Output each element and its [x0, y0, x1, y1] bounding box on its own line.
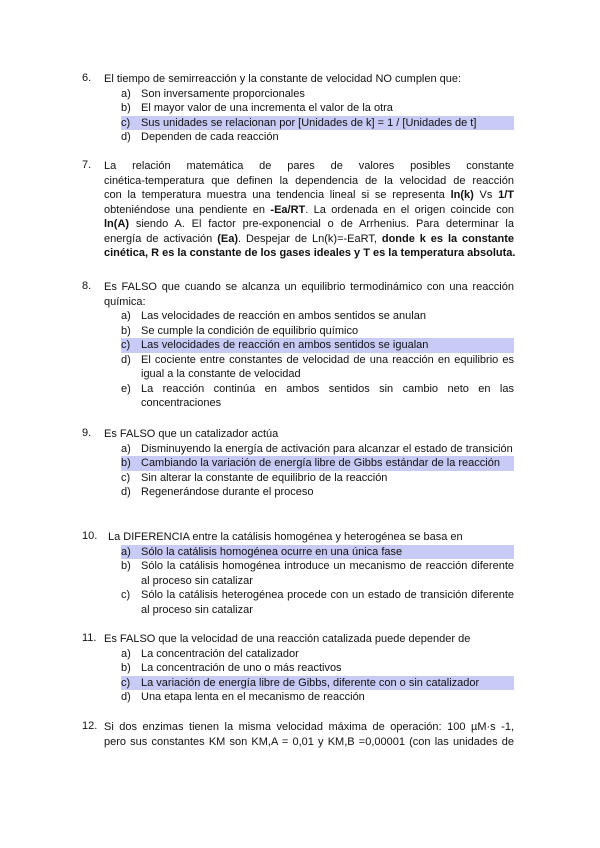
- question-stem-line: La relación matemática de pares de valores posibles constante: [104, 160, 514, 172]
- question-number: 12.: [82, 720, 98, 732]
- question-stem-line: ln(A) siendo A. El factor pre-exponencial o de Arrhenius. Para determinar la: [104, 218, 514, 230]
- question-stem-line: con la temperatura muestra una tendencia lineal si se representa ln(k) Vs 1/T: [104, 189, 515, 201]
- question-9: [82, 427, 514, 500]
- option-list: [121, 545, 514, 618]
- question-number: 11.: [82, 632, 97, 644]
- question-stem-line: Es FALSO que cuando se alcanza un equilibrio termodinámico con una reacción: [104, 281, 514, 293]
- option-a: a) Disminuyendo la energía de activación para alcanzar el estado de transición: [121, 442, 513, 455]
- option-c: c) Sólo la catálisis heterogénea procede con un estado de transición diferente al proceso sin catalizar: [121, 589, 514, 616]
- option-list: [121, 309, 514, 411]
- option-d: d) Regenerándose durante el proceso: [121, 486, 314, 498]
- question-number: 7.: [82, 159, 92, 171]
- option-b: b) Sólo la catálisis homogénea introduce un mecanismo de reacción diferente al proceso sin catalizar: [121, 560, 514, 587]
- question-stem-line: química:: [104, 295, 146, 308]
- question-stem: Es FALSO que un catalizador actúa: [104, 428, 279, 440]
- option-c: c) Sin alterar la constante de equilibrio de la reacción: [121, 471, 388, 484]
- option-c-highlighted: c) Las velocidades de reacción en ambos sentidos se igualan: [121, 338, 514, 353]
- question-number: 10.: [82, 530, 98, 542]
- question-11: [82, 632, 514, 705]
- question-number: 6.: [82, 72, 92, 84]
- option-b: b) Se cumple la condición de equilibrio químico: [121, 324, 359, 337]
- question-7: [82, 159, 516, 261]
- question-stem-line: cinética, R es la constante de los gases ideales y T es la temperatura absoluta.: [104, 247, 516, 259]
- question-6: [82, 72, 514, 145]
- option-a-highlighted: a) Sólo la catálisis homogénea ocurre en una única fase: [121, 545, 514, 560]
- question-stem-line: cinética-temperatura que definen la dependencia de la velocidad de reacción: [104, 174, 514, 187]
- question-number: 8.: [82, 280, 92, 292]
- option-list: [121, 87, 514, 145]
- option-list: [121, 442, 514, 500]
- question-10: [82, 530, 514, 617]
- option-e: e) La reacción continúa en ambos sentidos sin cambio neto en las concentraciones: [121, 382, 514, 409]
- option-a: a) Las velocidades de reacción en ambos sentidos se anulan: [121, 310, 426, 322]
- question-stem: Es FALSO que la velocidad de una reacción catalizada puede depender de: [104, 633, 471, 645]
- question-12: [82, 720, 514, 749]
- question-stem-line: Si dos enzimas tienen la misma velocidad máxima de operación: 100 µM·s -1,: [104, 721, 514, 733]
- option-d: d) Dependen de cada reacción: [121, 131, 279, 143]
- question-stem: La DIFERENCIA entre la catálisis homogénea y heterogénea se basa en: [108, 531, 463, 543]
- option-b-highlighted: b) Cambiando la variación de energía libre de Gibbs estándar de la reacción: [121, 456, 514, 471]
- option-d: d) El cociente entre constantes de velocidad de una reacción en equilibrio es igual a la constante de velocidad: [121, 353, 514, 380]
- option-d: d) Una etapa lenta en el mecanismo de reacción: [121, 691, 365, 703]
- option-b: b) El mayor valor de una incrementa el valor de la otra: [121, 102, 393, 114]
- option-c-highlighted: c) Sus unidades se relacionan por [Unidades de k] = 1 / [Unidades de t]: [121, 116, 514, 131]
- option-c-highlighted: c) La variación de energía libre de Gibbs, diferente con o sin catalizador: [121, 676, 514, 691]
- option-a: a) La concentración del catalizador: [121, 647, 299, 660]
- question-stem-line: obteniéndose una pendiente en -Ea/RT. La ordenada en el origen coincide con: [104, 203, 514, 216]
- option-b: b) La concentración de uno o más reactivos: [121, 662, 342, 674]
- option-list: [121, 647, 514, 705]
- question-stem-line: pero sus constantes KM son KM,A = 0,01 y KM,B =0,00001 (con las unidades de: [104, 735, 514, 748]
- option-a: a) Son inversamente proporcionales: [121, 87, 305, 100]
- question-stem: El tiempo de semirreacción y la constante de velocidad NO cumplen que:: [104, 73, 462, 85]
- question-number: 9.: [82, 427, 92, 439]
- question-stem-line: energía de activación (Ea). Despejar de Ln(k)=-EaRT, donde k es la constante: [104, 232, 514, 245]
- question-8: [82, 280, 514, 411]
